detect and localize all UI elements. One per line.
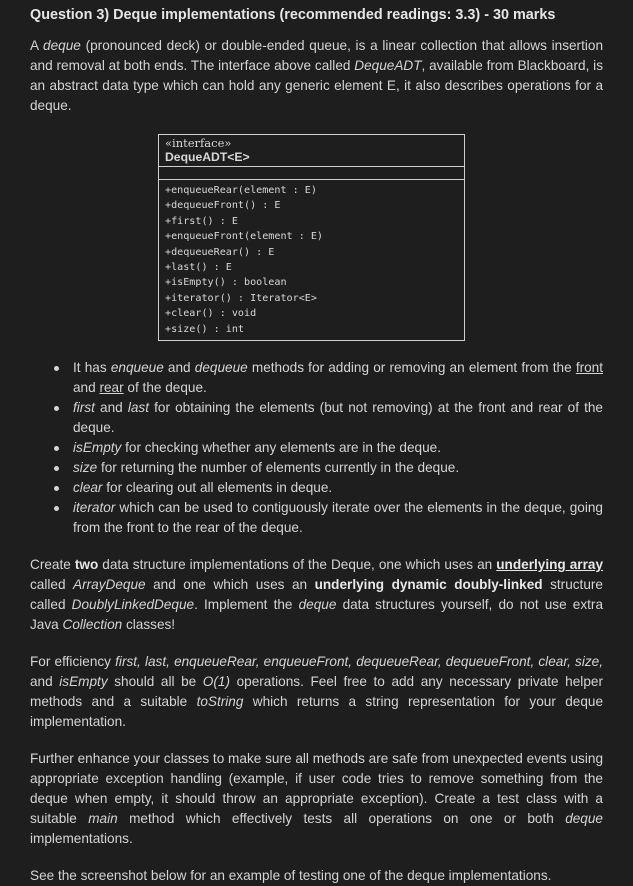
bullet-text: for obtaining the elements (but not removing) at the front and rear of the deque.: [73, 400, 603, 436]
uml-operation: +dequeueRear() : E: [165, 246, 275, 258]
term-first: first: [73, 400, 95, 416]
paragraph-text: and: [30, 674, 60, 690]
term-underlying-array: underlying array: [496, 557, 604, 573]
term-enqueue: enqueue: [110, 360, 164, 376]
create-paragraph: [30, 555, 603, 635]
bullet-text: and: [94, 400, 128, 416]
uml-operations-compartment: [159, 180, 464, 340]
paragraph-text: implementations.: [30, 831, 133, 847]
uml-stereotype: «interface»: [165, 136, 232, 150]
uml-class-header: [159, 135, 464, 167]
bullet-item: [30, 478, 603, 498]
uml-operation: +enqueueFront(element : E): [165, 231, 324, 243]
term-iterator: iterator: [73, 500, 116, 516]
bullet-text: and: [73, 380, 100, 396]
term-two: two: [74, 557, 99, 573]
feature-bullet-list: [30, 358, 603, 538]
screenshot-note: See the screenshot below for an example of testing one of the deque implementations.: [30, 868, 552, 884]
bullet-item: [30, 458, 603, 478]
paragraph-text: For efficiency: [30, 654, 116, 670]
intro-text: A: [30, 38, 44, 53]
paragraph-text: called: [30, 577, 74, 593]
bullet-dot-icon: [54, 486, 59, 491]
bullet-dot-icon: [54, 506, 59, 511]
bullet-text: for checking whether any elements are in the deque.: [121, 440, 441, 456]
paragraph-text: classes!: [122, 617, 176, 633]
term-front: front: [575, 360, 604, 376]
term-deque: deque: [565, 811, 603, 827]
bullet-item: [30, 358, 603, 398]
bullet-item: [30, 438, 603, 458]
term-tostring: toString: [196, 694, 244, 710]
paragraph-text: method which effectively tests all operations on one or both: [117, 811, 566, 827]
bullet-text: methods for adding or removing an element from the: [247, 360, 576, 376]
paragraph-text: which returns a string representation for your deque implementation.: [30, 694, 603, 730]
uml-operation: +isEmpty() : boolean: [165, 277, 287, 289]
bullet-text: and: [163, 360, 195, 376]
uml-class-diagram: [158, 134, 465, 341]
uml-operation: +size() : int: [165, 323, 245, 335]
efficiency-paragraph: [30, 652, 603, 732]
term-deque: deque: [43, 38, 81, 53]
intro-text: (pronounced deck) or double-ended queue, is a linear collection that allows insertion and removal at both ends. The interface above called: [30, 38, 604, 73]
bullet-text: which can be used to contiguously iterate over the elements in the deque, going from the front to the rear of the deque.: [73, 500, 603, 536]
term-deque: deque: [298, 597, 337, 613]
paragraph-text: Further enhance your classes to make sure all methods are safe from unexpected events using appropriate exception handling (example, if user code tries to remove something from the deque when empty, it should throw an appropriate exception). Create a test class with a suitable: [30, 751, 603, 827]
uml-attributes-compartment: [159, 167, 464, 180]
paragraph-text: Create: [30, 557, 75, 573]
paragraph-text: data structures yourself, do not use extra Java: [30, 597, 604, 633]
term-rear: rear: [99, 380, 124, 396]
uml-operation: +clear() : void: [165, 308, 257, 320]
uml-operation: +last() : E: [165, 262, 232, 274]
uml-operation: +dequeueFront() : E: [165, 200, 281, 212]
bullet-item: [30, 398, 603, 438]
term-doublylinkeddeque: DoublyLinkedDeque: [71, 597, 195, 613]
uml-operation: +enqueueRear(element : E): [165, 185, 317, 196]
uml-operation: +first() : E: [165, 215, 238, 227]
term-collection: Collection: [62, 617, 123, 633]
bullet-text: for clearing out all elements in deque.: [102, 480, 333, 496]
bullet-dot-icon: [54, 366, 59, 371]
paragraph-text: should all be: [107, 674, 203, 690]
further-paragraph: [30, 749, 603, 849]
paragraph-text: . Implement the: [194, 597, 299, 613]
term-size: size: [73, 460, 98, 476]
term-dequeadt: DequeADT: [354, 58, 422, 73]
paragraph-text: and one which uses an: [145, 577, 315, 593]
uml-class-name: DequeADT<E>: [165, 150, 250, 164]
term-dequeue: dequeue: [194, 360, 248, 376]
bullet-text: for returning the number of elements currently in the deque.: [97, 460, 460, 476]
question-heading: Question 3) Deque implementations (recommended readings: 3.3) - 30 marks: [30, 7, 556, 23]
paragraph-text: data structure implementations of the Deque, one which uses an: [98, 557, 497, 573]
term-underlying-dll: underlying dynamic doubly-linked: [314, 577, 543, 593]
term-arraydeque: ArrayDeque: [73, 577, 146, 593]
term-isempty: isEmpty: [73, 440, 122, 456]
bullet-dot-icon: [54, 466, 59, 471]
paragraph-text: operations. Feel free to add any necessary private helper methods and a suitable: [30, 674, 603, 710]
term-main: main: [88, 811, 118, 827]
term-o1: O(1): [202, 674, 230, 690]
bullet-dot-icon: [54, 406, 59, 411]
bullet-item: [30, 498, 603, 538]
bullet-text: It has: [73, 360, 111, 376]
uml-operation: +iterator() : Iterator<E>: [165, 292, 317, 304]
bullet-text: of the deque.: [123, 380, 207, 396]
intro-text: , available from Blackboard, is an abstract data type which can hold any generic element E, it also describes operations for a deque.: [30, 58, 603, 113]
intro-paragraph: [30, 36, 603, 116]
paragraph-text: structure called: [30, 577, 603, 613]
bullet-dot-icon: [54, 446, 59, 451]
term-last: last: [127, 400, 149, 416]
term-isempty: isEmpty: [59, 674, 108, 690]
term-operations-list: first, last, enqueueRear, enqueueFront, dequeueRear, dequeueFront, clear, size,: [115, 654, 603, 670]
term-clear: clear: [73, 480, 103, 496]
